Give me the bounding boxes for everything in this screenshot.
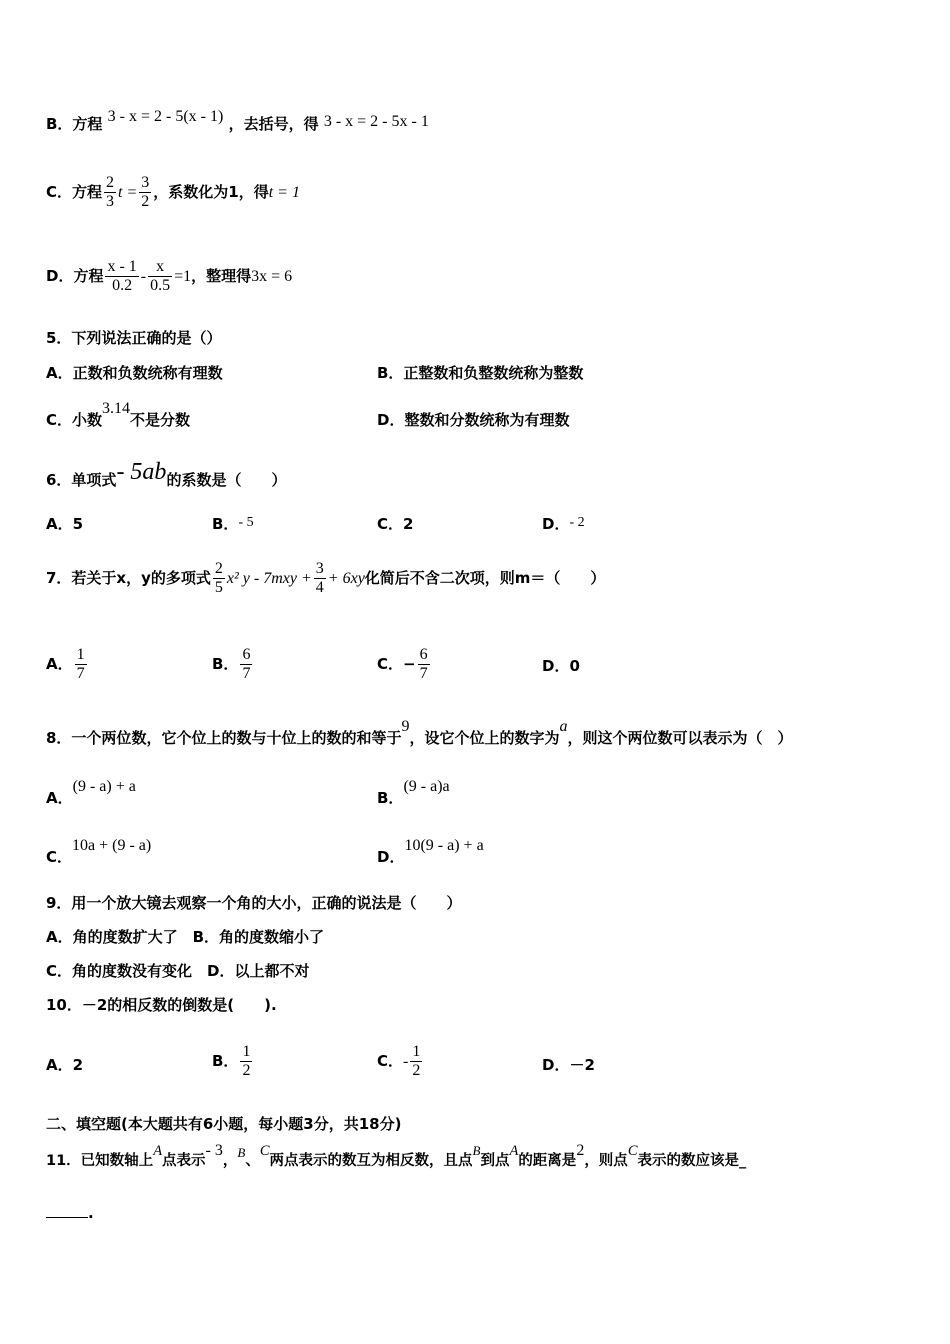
q11-stem: 11．已知数轴上A点表示- 3，B、C两点表示的数互为相反数，且点B到点A的距离是2，则点C表示的数应该是_ [46, 1142, 747, 1169]
q6-option-b: B．- 5 [212, 515, 254, 533]
section-2-heading: 二、填空题(本大题共有6小题，每小题3分，共18分) [46, 1115, 402, 1133]
q4-option-b: B．方程 3 - x = 2 - 5(x - 1) ，去括号，得 3 - x = 2 - 5x - 1 [46, 108, 429, 133]
q4-b-equation: 3 - x = 2 - 5(x - 1) [107, 108, 224, 125]
q5-option-d: D．整数和分数统称为有理数 [377, 411, 570, 429]
q7-option-a: A． $\frac{1}{7}$ [46, 646, 85, 682]
q5-stem: 5．下列说法正确的是（） [46, 329, 222, 347]
q10-option-b: B． $\frac{1}{2}$ [212, 1043, 251, 1079]
q4-option-d: D．方程 $\frac{x - 1}{0.2}$ - $\frac{x}{0.5}$ =1，整理得3x = 6 [46, 258, 293, 294]
q8-option-c: C．10a + (9 - a) [46, 837, 152, 866]
q5-option-c: C．小数3.14不是分数 [46, 400, 191, 429]
q6-option-d: D．- 2 [542, 515, 585, 533]
q9-options-ab: A．角的度数扩大了 B．角的度数缩小了 [46, 928, 325, 946]
q7-stem: 7．若关于x，y的多项式 $\frac{2}{5}$ x² y - 7mxy + $\frac{3}{4}$ + 6xy化简后不含二次项，则m＝（ ） [46, 560, 606, 596]
q6-option-c: C．2 [377, 515, 414, 533]
q7-fraction-1: $\frac{2}{5}$ [214, 560, 223, 596]
q10-stem: 10．－2的相反数的倒数是( ). [46, 996, 277, 1014]
q4-option-c: C．方程 $\frac{2}{3}$ t = $\frac{3}{2}$ ，系数化为1，得t = 1 [46, 174, 300, 210]
q5-option-a: A．正数和负数统称有理数 [46, 364, 223, 382]
q7-option-d: D．0 [542, 657, 580, 675]
q4-d-fraction-2: $\frac{x}{0.5}$ [150, 258, 171, 294]
q6-monomial: - 5ab [116, 459, 167, 485]
q9-stem: 9．用一个放大镜去观察一个角的大小，正确的说法是（ ） [46, 894, 462, 912]
q7-option-b: B． $\frac{6}{7}$ [212, 646, 251, 682]
q6-option-a: A．5 [46, 515, 84, 533]
q10-option-c: C．- $\frac{1}{2}$ [377, 1043, 421, 1079]
q5-option-b: B．正整数和负整数统称为整数 [377, 364, 584, 382]
q10-option-a: A．2 [46, 1056, 84, 1074]
q7-fraction-2: $\frac{3}{4}$ [315, 560, 324, 596]
q11-answer-blank: . [46, 1203, 94, 1223]
q8-option-b: B．(9 - a)a [377, 778, 450, 807]
q7-option-c: C．− $\frac{6}{7}$ [377, 646, 428, 682]
q6-stem: 6．单项式- 5ab的系数是（ ） [46, 459, 287, 489]
q9-options-cd: C．角的度数没有变化 D．以上都不对 [46, 962, 310, 980]
q8-stem: 8．一个两位数，它个位上的数与十位上的数的和等于9，设它个位上的数字为a，则这个两位数可以表示为（ ） [46, 718, 793, 747]
q4-c-fraction-1: $\frac{2}{3}$ [106, 174, 115, 210]
q4-c-fraction-2: $\frac{3}{2}$ [141, 174, 150, 210]
q10-option-d: D．－2 [542, 1056, 595, 1074]
q4-b-result: 3 - x = 2 - 5x - 1 [323, 113, 429, 130]
q8-option-a: A．(9 - a) + a [46, 778, 136, 807]
q4-d-fraction-1: $\frac{x - 1}{0.2}$ [107, 258, 137, 294]
q8-option-d: D．10(9 - a) + a [377, 837, 484, 866]
